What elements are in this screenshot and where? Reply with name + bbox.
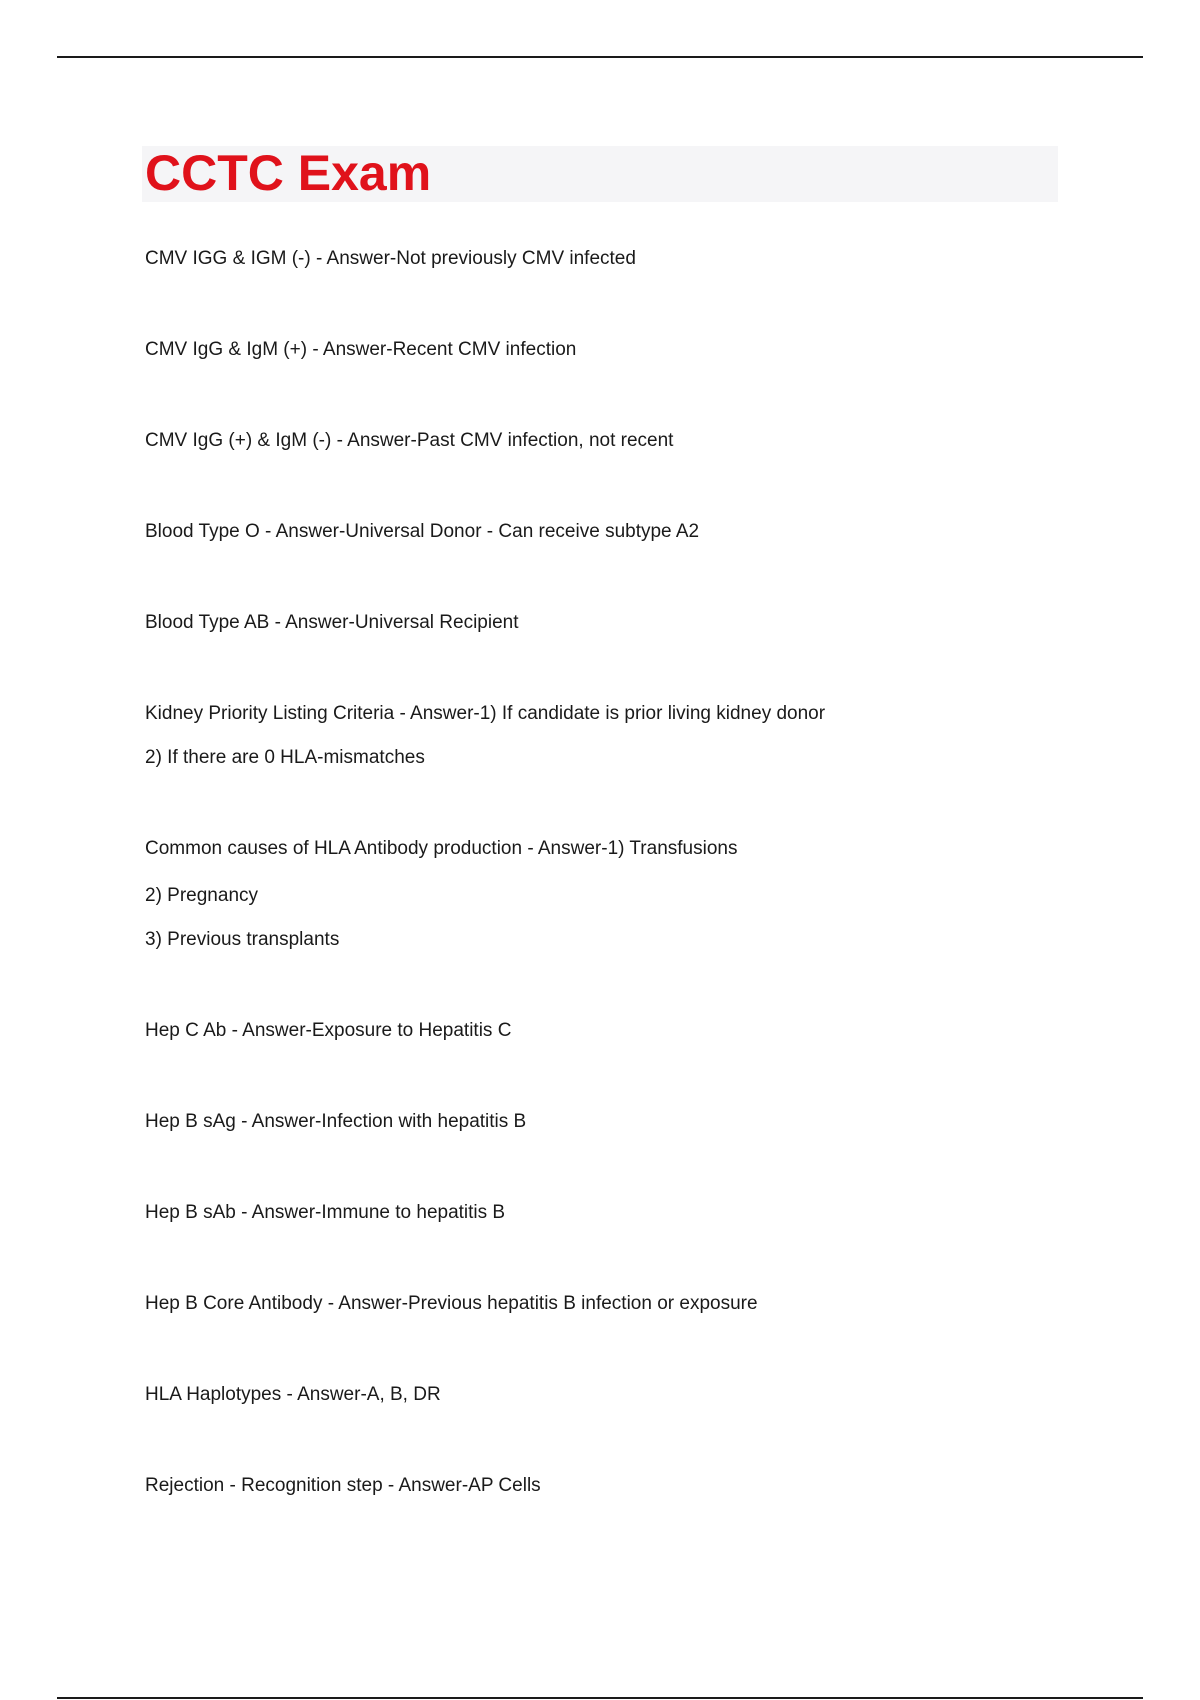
qa-line: CMV IgG & IgM (+) - Answer-Recent CMV infection: [145, 339, 577, 360]
qa-line: Hep B Core Antibody - Answer-Previous hepatitis B infection or exposure: [145, 1293, 758, 1314]
qa-line: 2) If there are 0 HLA-mismatches: [145, 747, 425, 768]
qa-line: Hep B sAg - Answer-Infection with hepatitis B: [145, 1111, 527, 1132]
qa-line: CMV IgG (+) & IgM (-) - Answer-Past CMV infection, not recent: [145, 430, 674, 451]
qa-line: Hep C Ab - Answer-Exposure to Hepatitis C: [145, 1020, 512, 1041]
footer-rule: [57, 1697, 1143, 1699]
qa-line: Common causes of HLA Antibody production - Answer-1) Transfusions: [145, 838, 738, 859]
document-title: CCTC Exam: [145, 145, 432, 201]
qa-line: Rejection - Recognition step - Answer-AP Cells: [145, 1475, 541, 1496]
qa-line: Blood Type AB - Answer-Universal Recipient: [145, 612, 519, 633]
qa-line: 3) Previous transplants: [145, 929, 340, 950]
qa-line: HLA Haplotypes - Answer-A, B, DR: [145, 1384, 441, 1405]
header-rule: [57, 56, 1143, 58]
qa-line: Hep B sAb - Answer-Immune to hepatitis B: [145, 1202, 506, 1223]
qa-line: 2) Pregnancy: [145, 885, 259, 906]
qa-line: Kidney Priority Listing Criteria - Answer-1) If candidate is prior living kidney donor: [145, 703, 826, 724]
qa-line: CMV IGG & IGM (-) - Answer-Not previously CMV infected: [145, 248, 636, 269]
qa-line: Blood Type O - Answer-Universal Donor - Can receive subtype A2: [145, 521, 700, 542]
